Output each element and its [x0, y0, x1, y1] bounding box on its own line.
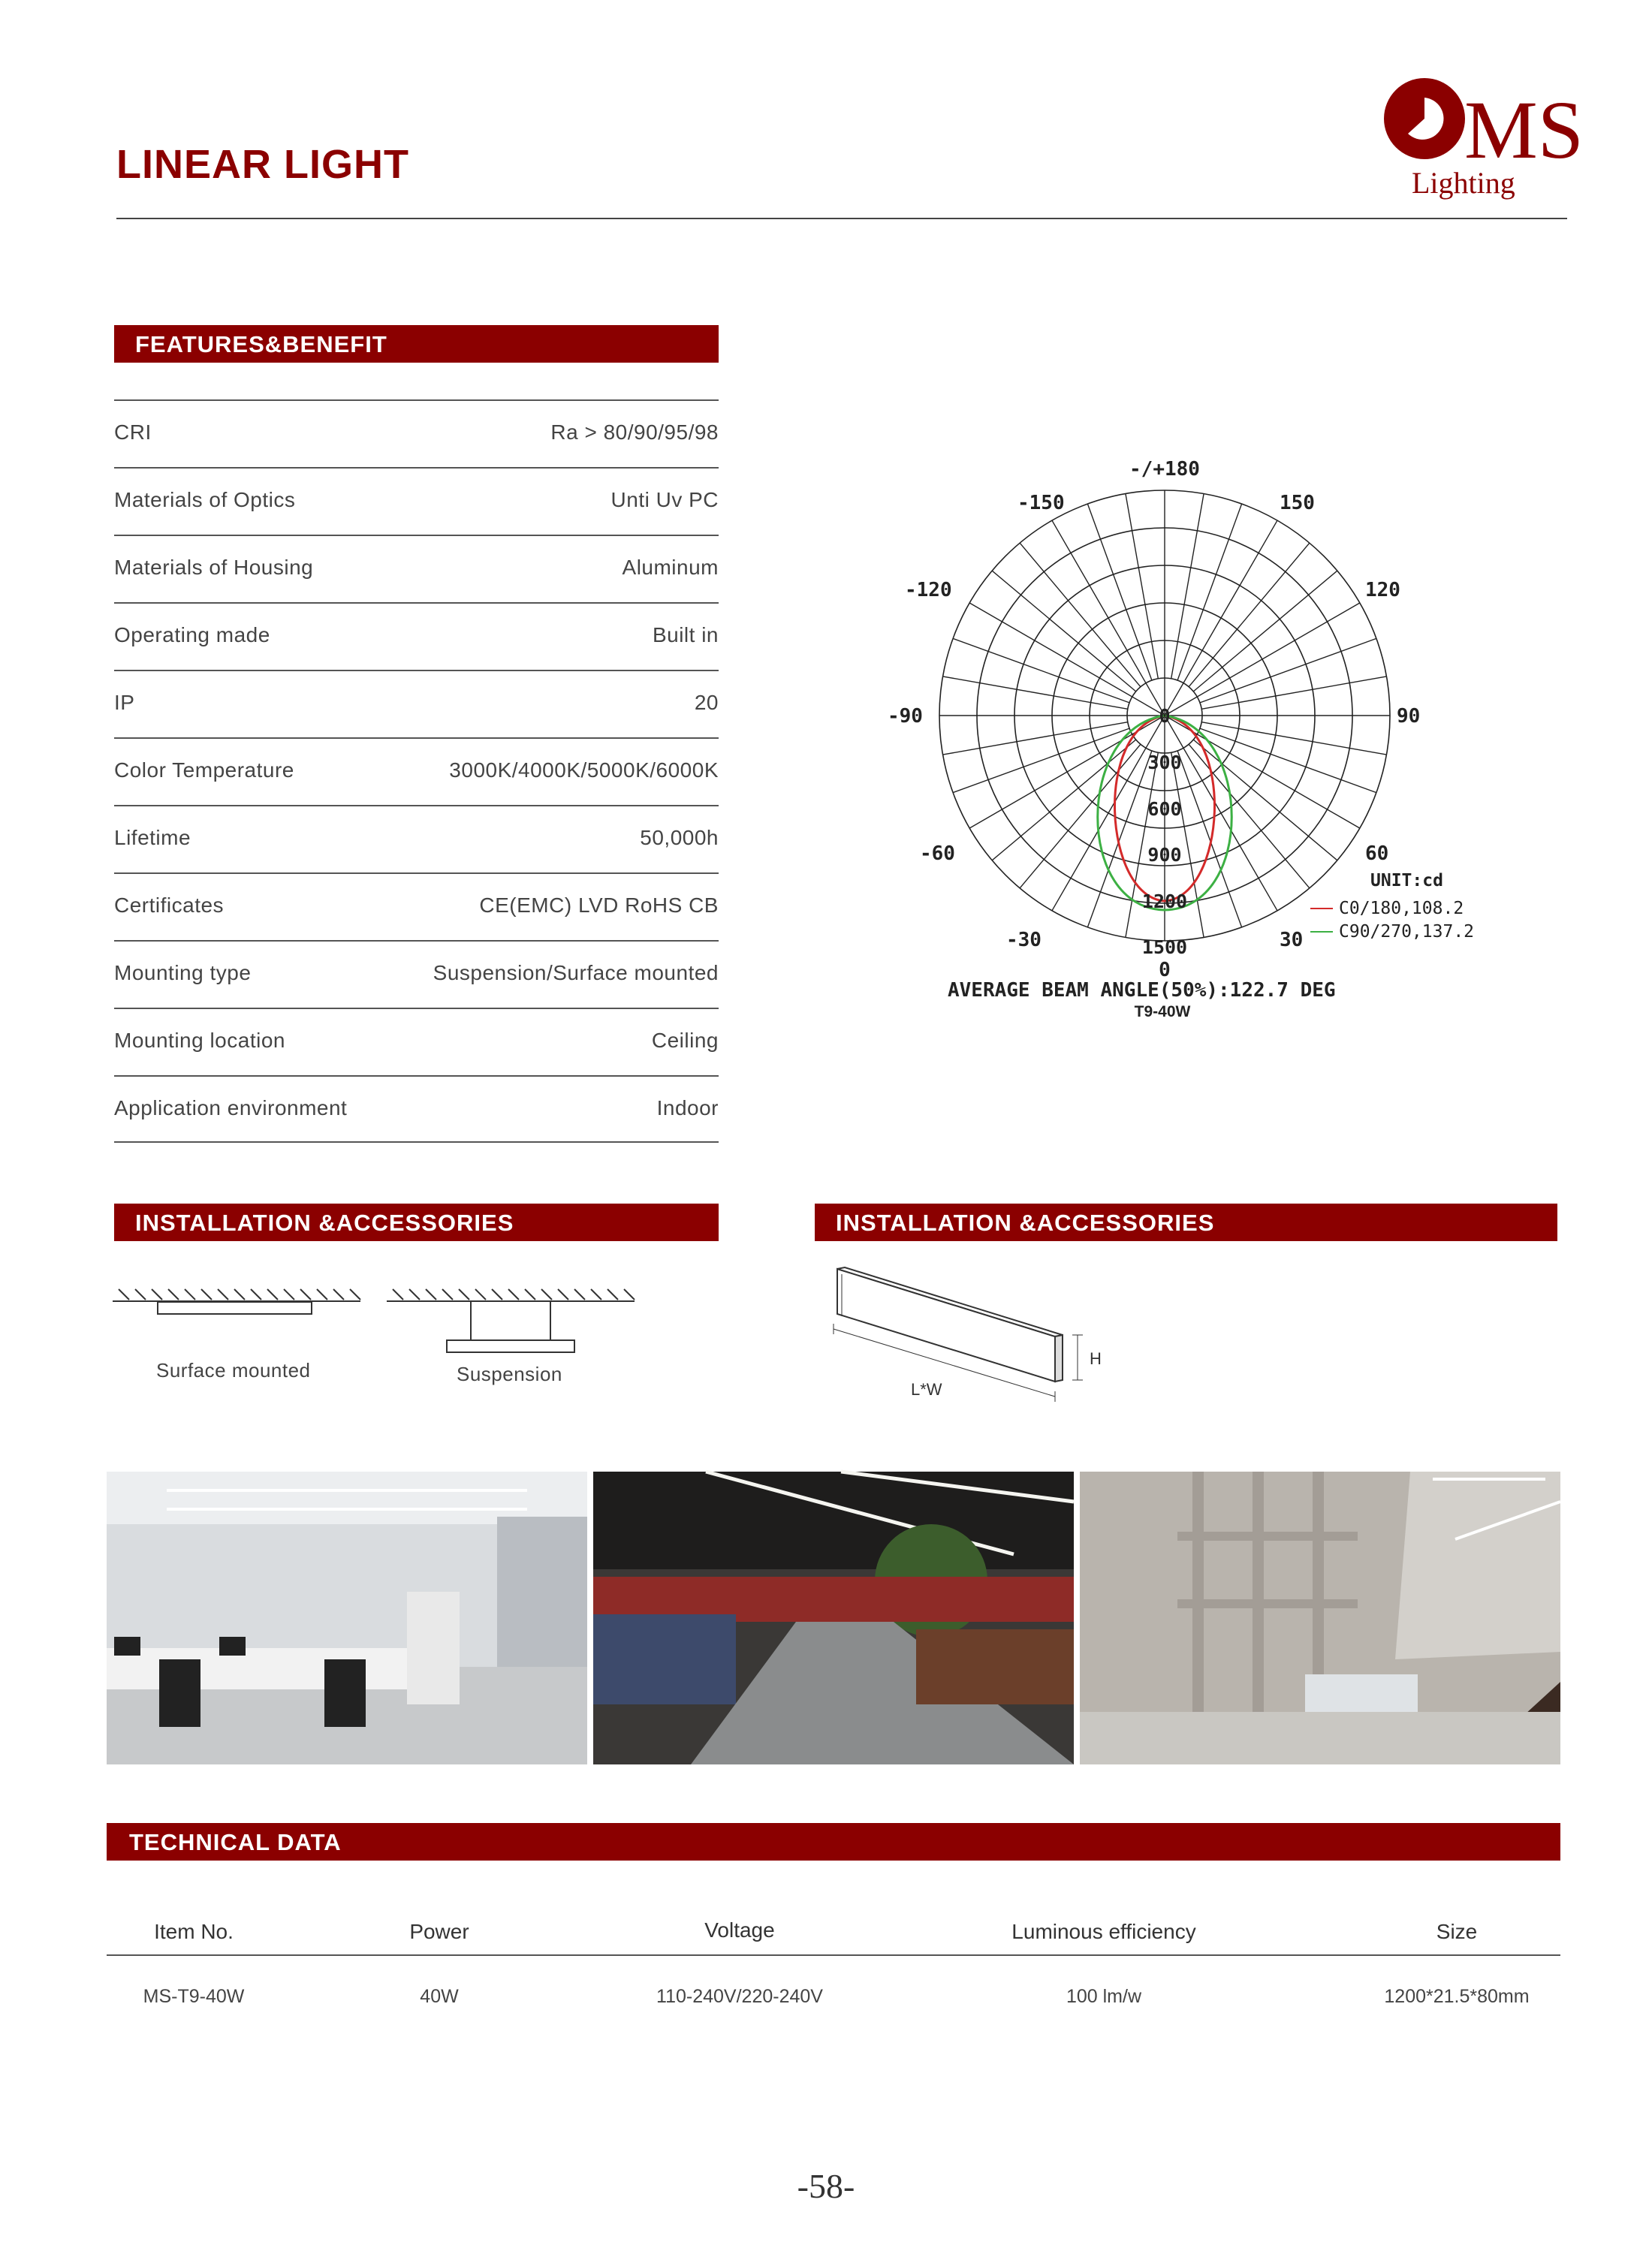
technical-heading: TECHNICAL DATA: [107, 1823, 1560, 1861]
features-heading: FEATURES&BENEFIT: [114, 325, 719, 363]
feature-value: Built in: [652, 623, 719, 646]
feature-row-cct: [114, 737, 719, 805]
office-photo: [107, 1472, 587, 1764]
feature-value: 20: [694, 691, 719, 714]
tech-cell-item: MS-T9-40W: [143, 1986, 245, 2007]
polar-spoke: [1087, 504, 1152, 680]
polar-spoke: [953, 728, 1129, 793]
suspension-diagram: [387, 1280, 635, 1355]
angle-label: 30: [1280, 929, 1304, 951]
polar-spoke: [943, 722, 1128, 755]
feature-label: Mounting type: [114, 961, 252, 984]
feature-row-operating: [114, 602, 719, 670]
feature-row-lifetime: [114, 805, 719, 872]
radial-label: 1500: [1141, 936, 1188, 958]
polar-spoke: [1201, 676, 1386, 709]
radial-label: 0: [1159, 705, 1171, 727]
polar-spoke: [992, 571, 1136, 692]
feature-row-optics: [114, 467, 719, 535]
angle-label: 150: [1280, 492, 1315, 514]
feature-value: Indoor: [656, 1096, 719, 1119]
feature-row-ip: [114, 670, 719, 737]
dimension-lw-label: L*W: [911, 1380, 942, 1399]
unit-label: UNIT:cd: [1370, 871, 1443, 890]
feature-label: CRI: [114, 420, 152, 444]
polar-spoke: [1126, 494, 1158, 679]
feature-label: Materials of Optics: [114, 488, 296, 511]
angle-label: 0: [1159, 959, 1171, 981]
brand-word: Lighting: [1412, 166, 1515, 200]
polar-spoke: [1020, 744, 1141, 888]
product-dimension-drawing: [826, 1265, 1126, 1415]
tech-cell-power: 40W: [420, 1986, 459, 2007]
polar-spoke: [1200, 728, 1376, 793]
legend-label: C90/270,137.2: [1339, 922, 1475, 942]
tech-col-item: Item No.: [154, 1920, 234, 1943]
suspension-label: Suspension: [457, 1363, 562, 1385]
features-table: [114, 399, 719, 1143]
atrium-photo: [1080, 1472, 1560, 1764]
feature-row-mounting-location: [114, 1008, 719, 1075]
polar-light-distribution-diagram: [879, 450, 1517, 1029]
installation-heading-left: INSTALLATION &ACCESSORIES: [114, 1204, 719, 1241]
feature-label: Lifetime: [114, 826, 191, 849]
polar-spoke: [1177, 504, 1242, 680]
angle-label: 120: [1365, 579, 1400, 601]
feature-row-certificates: [114, 872, 719, 940]
angle-label: -/+180: [1129, 458, 1200, 481]
radial-label: 600: [1147, 798, 1182, 820]
page-title: LINEAR LIGHT: [116, 142, 409, 187]
feature-value: Ceiling: [651, 1029, 719, 1052]
polar-spoke: [1201, 722, 1386, 755]
polar-spoke: [1200, 638, 1376, 703]
feature-label: Mounting location: [114, 1029, 285, 1052]
header-divider: [116, 218, 1567, 219]
polar-spoke: [1189, 744, 1310, 888]
feature-value: Ra > 80/90/95/98: [550, 420, 719, 444]
angle-label: -60: [920, 842, 955, 865]
radial-label: 1200: [1141, 890, 1188, 912]
feature-value: Suspension/Surface mounted: [433, 961, 719, 984]
tech-cell-voltage: 110-240V/220-240V: [656, 1986, 823, 2007]
feature-row-mounting-type: [114, 940, 719, 1008]
tech-col-size: Size: [1436, 1920, 1478, 1943]
feature-label: Certificates: [114, 893, 225, 917]
tech-cell-efficiency: 100 lm/w: [1066, 1986, 1142, 2007]
tech-col-efficiency: Luminous efficiency: [1011, 1920, 1196, 1943]
surface-mount-diagram: [113, 1280, 360, 1325]
tech-cell-size: 1200*21.5*80mm: [1384, 1986, 1530, 2007]
tech-table-divider: [107, 1954, 1560, 1956]
feature-row-housing: [114, 535, 719, 602]
surface-mount-label: Surface mounted: [156, 1359, 311, 1382]
angle-label: 60: [1365, 842, 1389, 865]
angle-label: -150: [1017, 492, 1065, 514]
polar-spoke: [1189, 543, 1310, 687]
radial-label: 900: [1147, 844, 1182, 866]
feature-value: Aluminum: [622, 556, 719, 579]
polar-spoke: [943, 676, 1128, 709]
feature-value: CE(EMC) LVD RoHS CB: [479, 893, 719, 917]
feature-row-environment: [114, 1075, 719, 1143]
dimension-height-label: H: [1090, 1349, 1102, 1368]
angle-label: 90: [1397, 705, 1421, 728]
feature-value: Unti Uv PC: [610, 488, 719, 511]
feature-label: Color Temperature: [114, 758, 294, 782]
feature-label: IP: [114, 691, 135, 714]
feature-value: 50,000h: [640, 826, 719, 849]
tech-col-voltage: Voltage: [704, 1918, 775, 1942]
model-label: T9-40W: [1134, 1003, 1191, 1020]
feature-label: Application environment: [114, 1096, 348, 1119]
installation-heading-right: INSTALLATION &ACCESSORIES: [815, 1204, 1557, 1241]
polar-spoke: [1193, 571, 1337, 692]
polar-spoke: [953, 638, 1129, 703]
page-number: -58-: [797, 2167, 855, 2205]
beam-angle-text: AVERAGE BEAM ANGLE(50%):122.7 DEG: [948, 979, 1336, 1002]
feature-label: Materials of Housing: [114, 556, 314, 579]
angle-label: -30: [1006, 929, 1042, 951]
polar-spoke: [1020, 543, 1141, 687]
feature-value: 3000K/4000K/5000K/6000K: [449, 758, 719, 782]
feature-row-cri: [114, 399, 719, 467]
supermarket-photo: [593, 1472, 1074, 1764]
logo-letters: MS: [1464, 84, 1584, 176]
angle-label: -90: [888, 705, 923, 728]
polar-spoke: [1171, 494, 1204, 679]
tech-col-power: Power: [409, 1920, 469, 1943]
radial-label: 300: [1147, 752, 1182, 773]
angle-label: -120: [905, 579, 952, 601]
feature-label: Operating made: [114, 623, 270, 646]
legend-label: C0/180,108.2: [1339, 899, 1464, 918]
